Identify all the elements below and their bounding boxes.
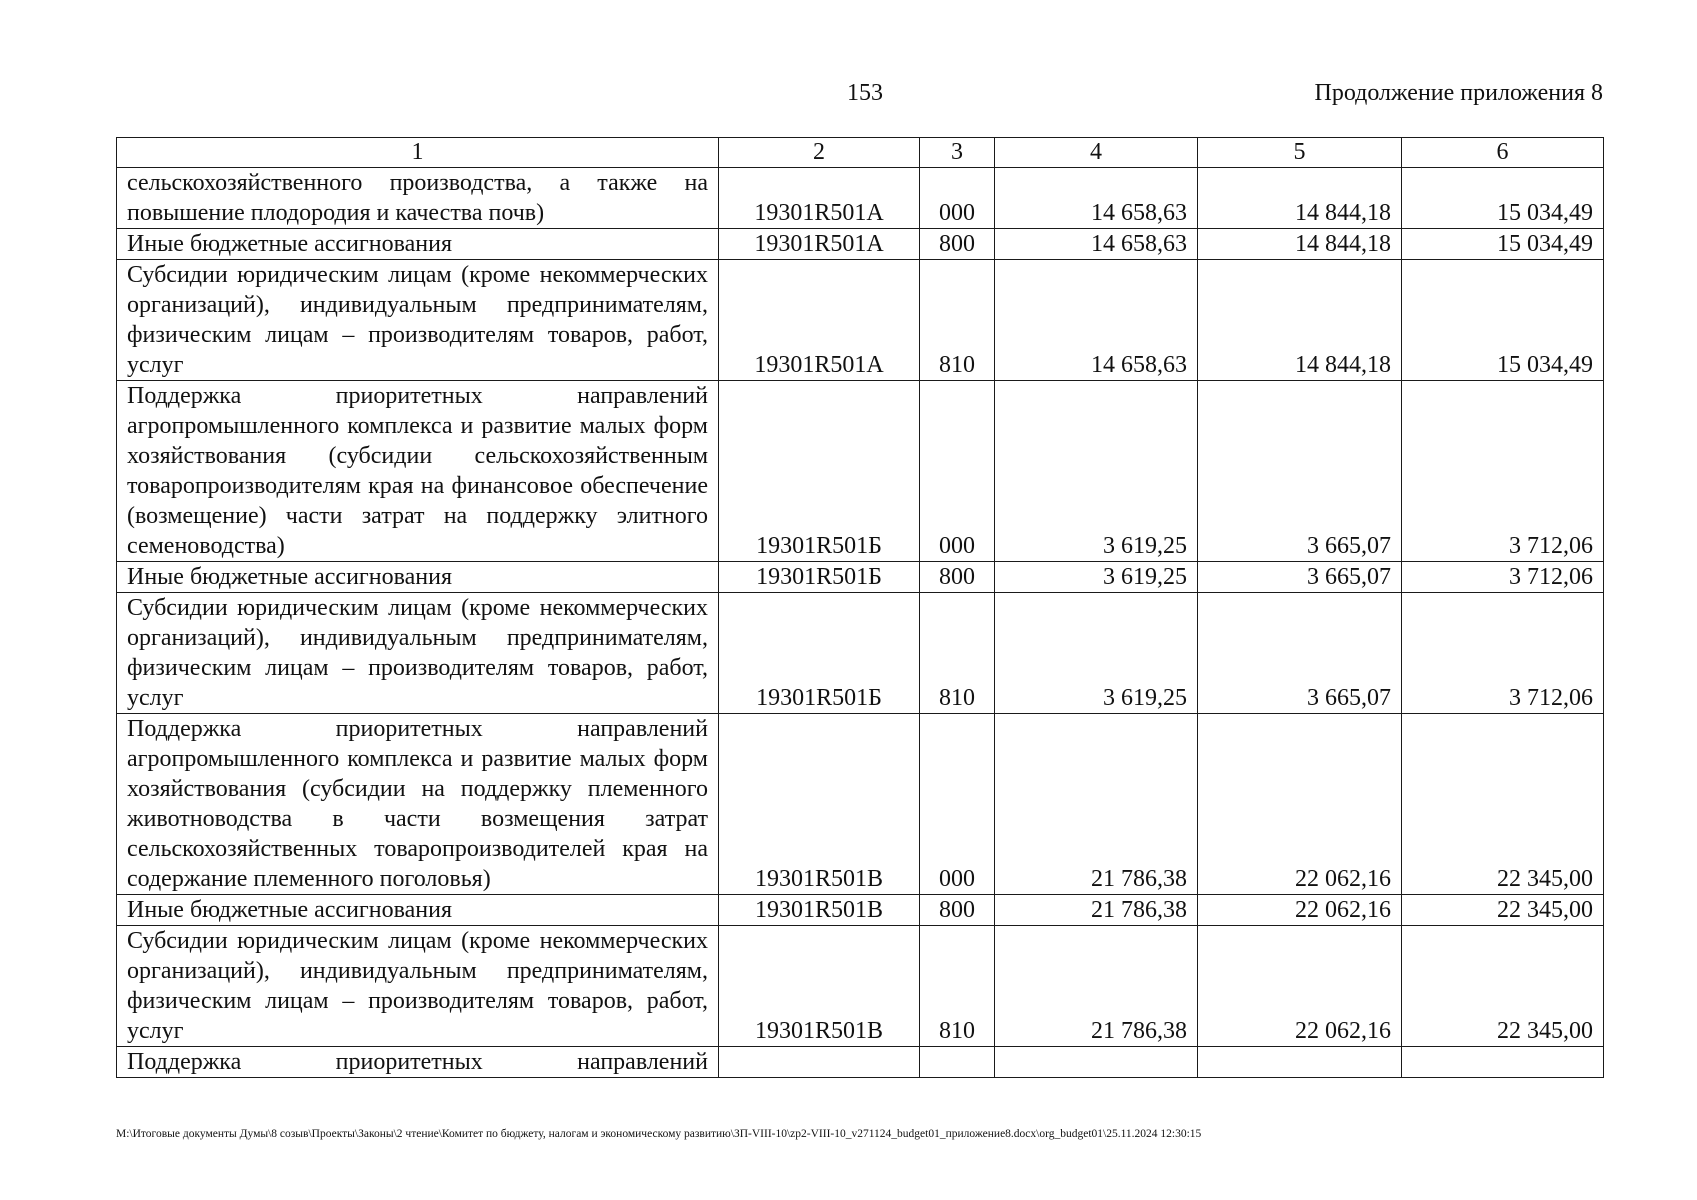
row-value-col5: 14 844,18 — [1198, 260, 1402, 381]
row-value-col5: 3 665,07 — [1198, 593, 1402, 714]
row-value-col6: 22 345,00 — [1402, 895, 1604, 926]
row-description: Поддержка приоритетных направлений агропромышленного комплекса и развитие малых форм хозяйствования (субсидии на поддержку племенного животноводства в части возмещения затрат сельскохозяйственных товаропроизводителей края на содержание племенного поголовья) — [117, 714, 719, 895]
row-value-col6: 15 034,49 — [1402, 260, 1604, 381]
row-value-col6: 3 712,06 — [1402, 593, 1604, 714]
row-value-col5: 22 062,16 — [1198, 926, 1402, 1047]
row-description: Иные бюджетные ассигнования — [117, 229, 719, 260]
budget-table — [116, 137, 1604, 1078]
table-row — [117, 229, 1604, 260]
row-expense-type: 000 — [920, 714, 995, 895]
file-path-footer: M:\Итоговые документы Думы\8 созыв\Проекты\Законы\2 чтение\Комитет по бюджету, налогам и экономическому развитию\ЗП-VIII-10\zp2-VIII-10_v271124_budget01_приложение8.docx\org_budget01\25.11.2024 12:30:15 — [116, 1128, 1202, 1140]
page-number: 153 — [847, 80, 883, 106]
row-value-col5: 3 665,07 — [1198, 381, 1402, 562]
row-code: 19301R501A — [719, 229, 920, 260]
row-expense-type: 000 — [920, 168, 995, 229]
table-row — [117, 926, 1604, 1047]
table-row — [117, 593, 1604, 714]
row-value-col6: 22 345,00 — [1402, 714, 1604, 895]
column-header: 4 — [995, 138, 1198, 168]
appendix-label: Продолжение приложения 8 — [1314, 80, 1603, 106]
row-expense-type: 800 — [920, 562, 995, 593]
column-header: 2 — [719, 138, 920, 168]
row-value-col6: 3 712,06 — [1402, 381, 1604, 562]
row-description: Иные бюджетные ассигнования — [117, 895, 719, 926]
row-code: 19301R501В — [719, 895, 920, 926]
row-expense-type: 810 — [920, 926, 995, 1047]
row-value-col5: 14 844,18 — [1198, 229, 1402, 260]
row-expense-type: 810 — [920, 260, 995, 381]
row-value-col4: 21 786,38 — [995, 895, 1198, 926]
row-expense-type: 810 — [920, 593, 995, 714]
row-description: сельскохозяйственного производства, а также на повышение плодородия и качества почв) — [117, 168, 719, 229]
table-row — [117, 260, 1604, 381]
row-value-col5: 22 062,16 — [1198, 895, 1402, 926]
row-code: 19301R501Б — [719, 562, 920, 593]
column-header: 1 — [117, 138, 719, 168]
row-code: 19301R501В — [719, 714, 920, 895]
row-value-col6: 3 712,06 — [1402, 562, 1604, 593]
row-value-col4: 3 619,25 — [995, 593, 1198, 714]
row-value-col5 — [1198, 1047, 1402, 1078]
column-header: 6 — [1402, 138, 1604, 168]
row-description: Субсидии юридическим лицам (кроме некоммерческих организаций), индивидуальным предпринимателям, физическим лицам – производителям товаров, работ, услуг — [117, 260, 719, 381]
row-code: 19301R501A — [719, 168, 920, 229]
row-value-col4: 21 786,38 — [995, 714, 1198, 895]
row-value-col6: 15 034,49 — [1402, 168, 1604, 229]
row-description: Поддержка приоритетных направлений — [117, 1047, 719, 1078]
row-value-col4: 14 658,63 — [995, 168, 1198, 229]
table-row — [117, 381, 1604, 562]
row-code: 19301R501A — [719, 260, 920, 381]
row-value-col4: 14 658,63 — [995, 260, 1198, 381]
column-header-row — [117, 138, 1604, 168]
table-row — [117, 1047, 1604, 1078]
row-expense-type — [920, 1047, 995, 1078]
row-value-col4: 3 619,25 — [995, 562, 1198, 593]
table-row — [117, 714, 1604, 895]
table-row — [117, 168, 1604, 229]
row-expense-type: 800 — [920, 229, 995, 260]
row-expense-type: 800 — [920, 895, 995, 926]
row-value-col6: 15 034,49 — [1402, 229, 1604, 260]
row-value-col5: 22 062,16 — [1198, 714, 1402, 895]
row-value-col6: 22 345,00 — [1402, 926, 1604, 1047]
row-description: Поддержка приоритетных направлений агропромышленного комплекса и развитие малых форм хозяйствования (субсидии сельскохозяйственным товаропроизводителям края на финансовое обеспечение (возмещение) части затрат на поддержку элитного семеноводства) — [117, 381, 719, 562]
row-description: Субсидии юридическим лицам (кроме некоммерческих организаций), индивидуальным предпринимателям, физическим лицам – производителям товаров, работ, услуг — [117, 926, 719, 1047]
row-value-col5: 14 844,18 — [1198, 168, 1402, 229]
table-row — [117, 562, 1604, 593]
row-value-col6 — [1402, 1047, 1604, 1078]
row-code: 19301R501Б — [719, 593, 920, 714]
row-description: Иные бюджетные ассигнования — [117, 562, 719, 593]
row-value-col4: 3 619,25 — [995, 381, 1198, 562]
column-header: 3 — [920, 138, 995, 168]
row-code: 19301R501В — [719, 926, 920, 1047]
column-header: 5 — [1198, 138, 1402, 168]
row-value-col4: 21 786,38 — [995, 926, 1198, 1047]
row-description: Субсидии юридическим лицам (кроме некоммерческих организаций), индивидуальным предпринимателям, физическим лицам – производителям товаров, работ, услуг — [117, 593, 719, 714]
table-row — [117, 895, 1604, 926]
row-value-col4 — [995, 1047, 1198, 1078]
row-value-col4: 14 658,63 — [995, 229, 1198, 260]
row-code — [719, 1047, 920, 1078]
row-code: 19301R501Б — [719, 381, 920, 562]
row-value-col5: 3 665,07 — [1198, 562, 1402, 593]
row-expense-type: 000 — [920, 381, 995, 562]
